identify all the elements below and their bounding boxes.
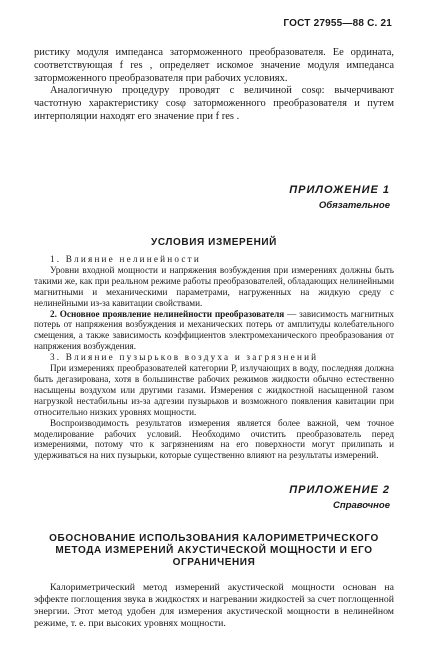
item-2-body: — зависимость магнитных потерь от напряжения возбуждения и механических потерь от амплитуды колебательного смещения, а также зависимость коэффициентов электромеханического преобразования от напряжения возбуждения. [34, 308, 394, 352]
appendix-1-title: ПРИЛОЖЕНИЕ 1 [289, 184, 390, 196]
item-3-text: При измерениях преобразователей категории Р, излучающих в воду, последняя должна быть дегазирована, хотя в большинстве рабочих режимов жидкости обычно естественно насыщены воздухом или другими газами. Измерения с жидкостной насыщенной газом нагрузкой нестабильны из-за адгезии пузырьков и возможного появления кавитации при относительно низких уровнях мощности. [34, 363, 394, 417]
item-2-lead: 2. Основное проявление нелинейности преобразователя [50, 308, 285, 319]
item-2-text [34, 309, 394, 353]
intro-block [34, 47, 394, 124]
section-heading-calorimetric [34, 533, 394, 569]
item-3-title: 3. Влияние пузырьков воздуха и загрязнений [50, 352, 319, 363]
section-heading-conditions: УСЛОВИЯ ИЗМЕРЕНИЙ [151, 237, 277, 248]
appendix-1-label [289, 184, 390, 211]
intro-paragraph-2: Аналогичную процедуру проводят с величиной cosφ: вычерчивают частотную характеристику cosφ заторможенного преобразователя и путем интерполяции находят его значение при f res . [34, 85, 394, 122]
appendix-2-status: Справочное [333, 500, 390, 511]
reproducibility-paragraph: Воспроизводимость результатов измерения является более важной, чем точное моделирование рабочих условий. Необходимо очистить преобразователь перед измерениями, потому что к загрязнениям на его поверхности могут прилипать и удерживаться на них пузырьки, которые существенно влияют на результаты измерений. [34, 417, 394, 461]
item-1-title: 1. Влияние нелинейности [50, 254, 202, 264]
conditions-section [34, 254, 394, 461]
calorimetric-paragraph: Калориметрический метод измерений акустической мощности основан на эффекте поглощения звука в жидкостях и нагревании жидкостей за счет поглощенной энергии. Этот метод удобен для измерения акустической мощности в нелинейном режиме, т. е. при высоких уровнях мощности. [34, 582, 394, 629]
calorimetric-section [34, 582, 394, 630]
intro-paragraph-1: ристику модуля импеданса заторможенного преобразователя. Ее ордината, соответствующая f res , определяет искомое значение модуля импеданса заторможенного преобразователя при рабочих условиях. [34, 47, 394, 84]
page-header: ГОСТ 27955—88 С. 21 [283, 18, 392, 29]
heading-line-1: ОБОСНОВАНИЕ ИСПОЛЬЗОВАНИЯ КАЛОРИМЕТРИЧЕСКОГО [49, 533, 379, 544]
heading-line-3: ОГРАНИЧЕНИЯ [172, 557, 256, 568]
appendix-2-title: ПРИЛОЖЕНИЕ 2 [289, 484, 390, 496]
heading-line-2: МЕТОДА ИЗМЕРЕНИЙ АКУСТИЧЕСКОЙ МОЩНОСТИ И ЕГО [55, 545, 373, 556]
item-1-text: Уровни входной мощности и напряжения возбуждения при измерениях должны быть такими же, как при реальном режиме работы преобразователей, обладающих нелинейными магнитными и механическими параметрами, нагруженных на жидкую среду с нелинейными из-за кавитации свойствами. [34, 264, 394, 308]
appendix-2-label [289, 484, 390, 511]
appendix-1-status: Обязательное [318, 200, 390, 211]
